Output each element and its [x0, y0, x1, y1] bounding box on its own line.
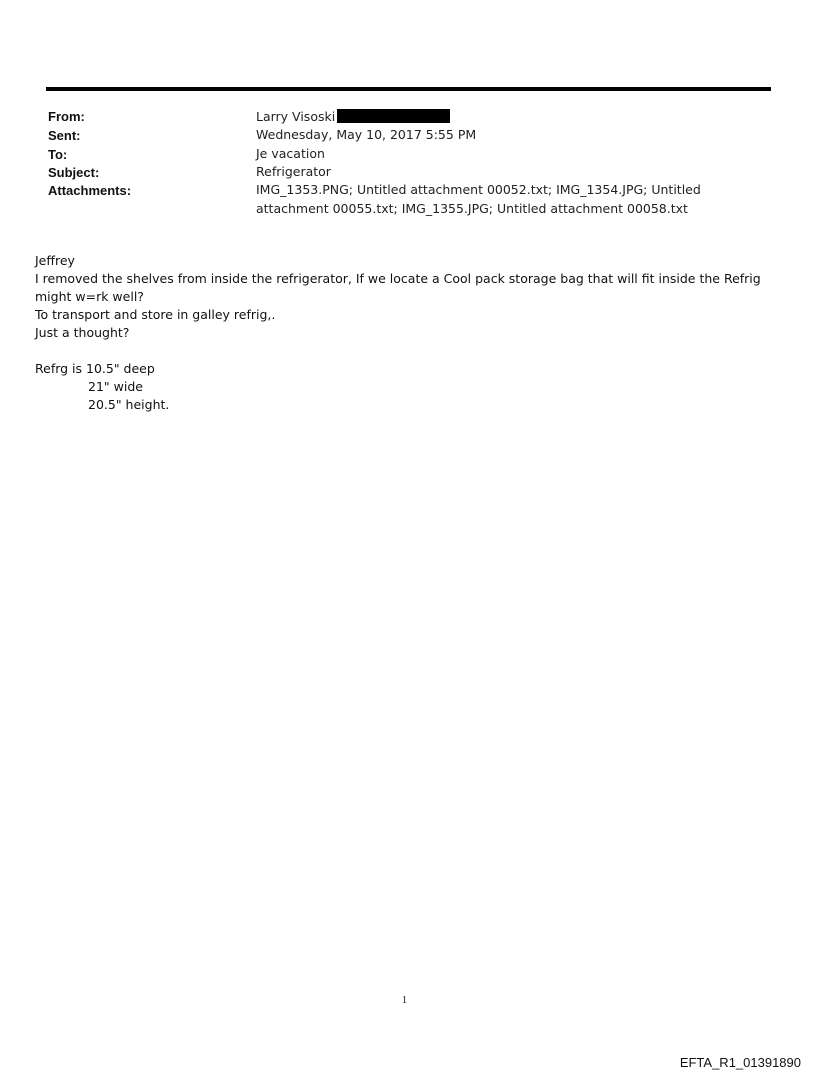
body-line: 20.5" height. — [88, 397, 170, 412]
email-body — [35, 252, 775, 414]
from-value — [256, 107, 756, 126]
from-label: From: — [48, 109, 85, 124]
document-id: EFTA_R1_01391890 — [679, 1055, 801, 1070]
header-rule — [46, 87, 771, 91]
body-line: Refrg is 10.5" deep — [35, 361, 155, 376]
body-line: might w=rk well? — [35, 289, 144, 304]
page-number: 1 — [402, 995, 407, 1006]
subject-value: Refrigerator — [256, 164, 331, 179]
to-value: Je vacation — [256, 146, 325, 161]
sent-label: Sent: — [48, 128, 81, 143]
attachments-value: IMG_1353.PNG; Untitled attachment 00052.txt; IMG_1354.JPG; Untitled attachment 00055.txt; IMG_1355.JPG; Untitled attachment 00058.txt — [256, 182, 701, 216]
to-label: To: — [48, 147, 68, 162]
sender-name: Larry Visoski — [256, 109, 336, 124]
redaction-box — [337, 109, 450, 123]
subject-label: Subject: — [48, 165, 100, 180]
body-line: Just a thought? — [35, 325, 130, 340]
attachments-label: Attachments: — [48, 183, 132, 198]
body-line: Jeffrey — [35, 253, 75, 268]
body-line: I removed the shelves from inside the refrigerator, If we locate a Cool pack storage bag that will fit inside the Refrig — [35, 271, 761, 286]
body-line — [35, 342, 775, 360]
body-line: 21" wide — [88, 379, 143, 394]
body-line: To transport and store in galley refrig,. — [35, 307, 276, 322]
sent-value: Wednesday, May 10, 2017 5:55 PM — [256, 127, 477, 142]
